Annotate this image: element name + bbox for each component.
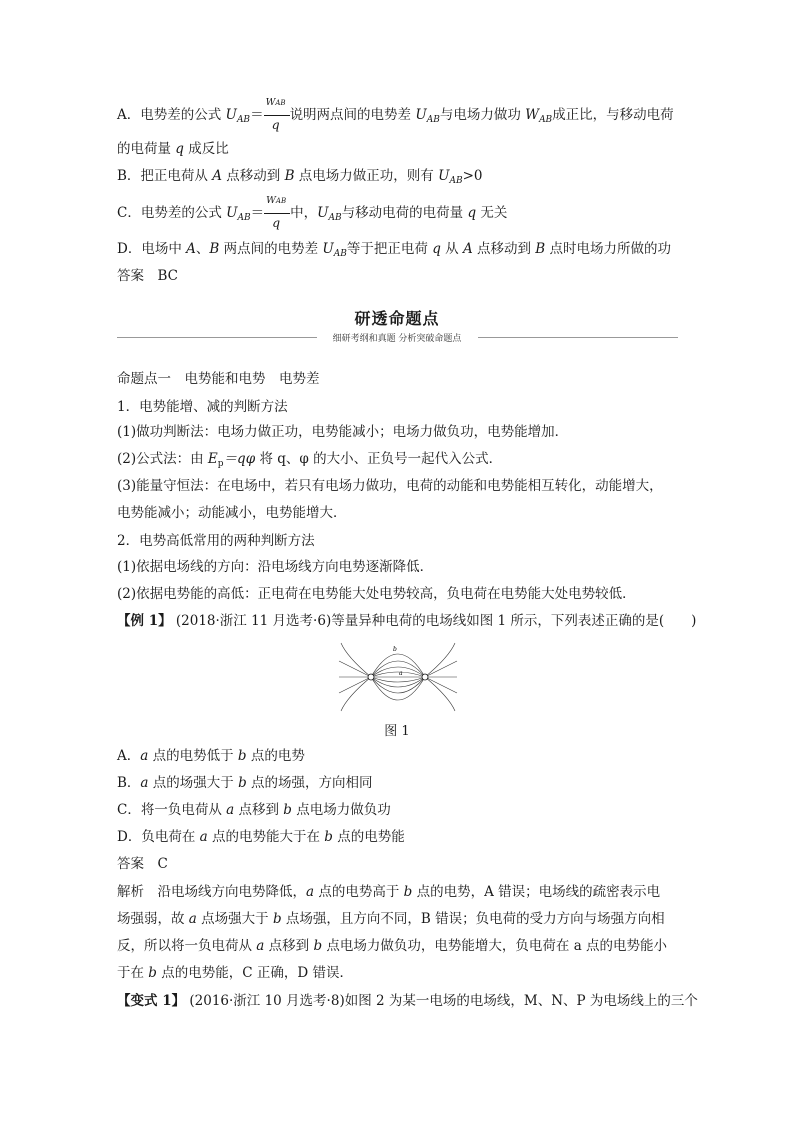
subscript: AB (328, 213, 342, 223)
symbol-q: q (467, 205, 477, 221)
symbol-q: q (175, 141, 184, 157)
heading-2: 2．电势高低常用的两种判断方法 (117, 533, 315, 549)
text: A． (117, 748, 141, 764)
analysis-line2 (117, 910, 665, 928)
point-b: B (284, 168, 295, 184)
paragraph-2 (117, 450, 502, 470)
text: 成反比 (183, 141, 229, 157)
symbol-u: U (322, 241, 334, 257)
point: a (140, 748, 149, 764)
point: b (324, 829, 333, 845)
text: 从 (440, 241, 463, 257)
text: 点场强，且方向不同，B 错误；负电荷的受力方向与场强方向相 (281, 911, 665, 927)
field-lines-figure (337, 637, 459, 717)
variant-1 (117, 992, 698, 1010)
symbol-u: U (226, 205, 238, 221)
text: 点的电势低于 (148, 748, 238, 764)
option-a-line2 (117, 140, 229, 158)
text: 将 q、φ 的大小、正负号一起代入公式． (255, 451, 503, 467)
formula: ＝qφ (223, 451, 256, 467)
text: 点移到 (264, 938, 314, 954)
text: B．把正电荷从 (117, 168, 213, 184)
text: 等于把正电荷 (346, 241, 433, 257)
text: B． (117, 775, 141, 791)
question-option-c (117, 801, 391, 819)
point: a (226, 802, 235, 818)
text: 点的场强大于 (148, 775, 239, 791)
text: 说明两点间的电势差 (289, 107, 416, 123)
paragraph-3b: 电势能减小；动能减小，电势能增大． (117, 505, 347, 521)
text: 点的电势能大于在 (207, 829, 325, 845)
text: 反，所以将一负电荷从 (117, 938, 257, 954)
symbol-q: q (432, 241, 441, 257)
section-subtitle-text: 细研考纲和真题 分析突破命题点 (327, 334, 468, 344)
example-1 (117, 612, 696, 630)
point: a (199, 829, 208, 845)
point: b (148, 965, 157, 981)
text: 两点间的电势差 (219, 241, 323, 257)
text: C．将一负电荷从 (117, 802, 227, 818)
subscript: AB (236, 115, 251, 125)
numerator-sub: AB (275, 99, 286, 107)
analysis-line4 (117, 964, 353, 982)
example-tag: 【例 1】 (117, 613, 172, 629)
symbol-u: U (225, 107, 237, 123)
field-lines (339, 643, 457, 711)
point-a: A (186, 241, 196, 257)
answer-1: 答案 BC (117, 268, 179, 284)
fraction-w-over-q (264, 97, 290, 132)
text: C．电势差的公式 (117, 205, 227, 221)
text: >0 (462, 168, 483, 184)
option-b (117, 167, 483, 187)
point-b: B (209, 241, 220, 257)
subscript: AB (426, 115, 440, 125)
numerator: W (265, 97, 276, 108)
label-a: a (399, 670, 403, 677)
point-b: B (535, 241, 546, 257)
variant-tag: 【变式 1】 (117, 993, 186, 1009)
denominator: q (272, 215, 281, 230)
point: b (403, 884, 413, 900)
paragraph-3a: (3)能量守恒法：在电场中，若只有电场力做功，电荷的动能和电势能相互转化，动能增大， (117, 478, 663, 494)
equals: ＝ (250, 205, 265, 221)
positive-charge (368, 674, 374, 680)
paragraph-1: (1)做功判断法：电场力做正功，电势能减小；电场力做负功，电势能增加． (117, 424, 569, 440)
text: 点电场力做负功 (291, 802, 391, 818)
point-a: A (212, 168, 222, 184)
text: D．电场中 (117, 241, 187, 257)
example-text: (2018·浙江 11 月选考·6)等量异种电荷的电场线如图 1 所示，下列表述正确的是( ) (171, 613, 697, 629)
option-d (117, 240, 671, 260)
point: b (272, 911, 282, 927)
text: D．负电荷在 (117, 829, 200, 845)
section-subtitle (0, 331, 794, 344)
heading-1: 1．电势能增、减的判断方法 (117, 399, 288, 415)
subscript: p (217, 459, 224, 469)
text: 点的电势，A 错误；电场线的疏密表示电 (412, 884, 661, 900)
text: 点的场强，方向相同 (246, 775, 373, 791)
point: a (256, 938, 265, 954)
text: 场强弱，故 (117, 911, 189, 927)
analysis-line3 (117, 937, 667, 955)
fraction-w-over-q (264, 195, 290, 230)
text: 与移动电荷的电荷量 (341, 205, 468, 221)
text: 点的电势能，C 正确，D 错误． (156, 965, 353, 981)
subscript: AB (237, 213, 251, 223)
section-title: 研透命题点 (354, 309, 440, 328)
text: 点电场力做负功，电势能增大，负电荷在 a 点的电势能小 (322, 938, 668, 954)
point: b (313, 938, 323, 954)
point: b (237, 748, 247, 764)
symbol-e: E (207, 451, 218, 467)
point: b (283, 802, 292, 818)
text: 的电荷量 (117, 141, 176, 157)
text: 点移动到 (221, 168, 285, 184)
subscript: AB (539, 115, 553, 125)
option-a-line1 (117, 97, 674, 132)
topic-heading: 命题点一 电势能和电势 电势差 (117, 371, 320, 387)
symbol-w: W (525, 107, 540, 123)
symbol-u: U (317, 205, 329, 221)
numerator-sub: AB (275, 197, 287, 205)
option-c (117, 195, 508, 230)
analysis-line1 (117, 883, 660, 901)
question-option-b (117, 774, 373, 792)
figure-caption: 图 1 (384, 724, 410, 739)
equals: ＝ (250, 107, 264, 123)
point: a (140, 775, 149, 791)
text: 点的电势 (246, 748, 305, 764)
text: 解析 沿电场线方向电势降低， (117, 884, 306, 900)
symbol-u: U (438, 168, 450, 184)
denominator: q (271, 117, 280, 132)
text: 无关 (476, 205, 508, 221)
text: A．电势差的公式 (117, 107, 226, 123)
text: (2)公式法：由 (117, 451, 208, 467)
text: 点移到 (234, 802, 284, 818)
numerator: W (266, 195, 276, 206)
subscript: AB (333, 249, 347, 259)
symbol-u: U (415, 107, 427, 123)
paragraph-4: (1)依据电场线的方向：沿电场线方向电势逐渐降低． (117, 559, 434, 575)
text: 中， (290, 205, 318, 221)
text: 点的电势能 (332, 829, 405, 845)
subscript: AB (449, 176, 463, 186)
text: 成正比，与移动电荷 (552, 107, 674, 123)
label-b: b (393, 646, 397, 653)
variant-text: (2016·浙江 10 月选考·8)如图 2 为某一电场的电场线，M、N、P 为电场线上的三个 (185, 993, 698, 1009)
point: a (188, 911, 197, 927)
text: 点电场力做正功，则有 (294, 168, 439, 184)
point: b (238, 775, 247, 791)
question-option-a (117, 747, 305, 765)
text: 点的电势高于 (314, 884, 404, 900)
text: 于在 (117, 965, 149, 981)
paragraph-5: (2)依据电势能的高低：正电荷在电势能大处电势较高，负电荷在电势能大处电势较低． (117, 586, 636, 602)
text: 点时电场力所做的功 (545, 241, 672, 257)
question-option-d (117, 828, 405, 846)
answer-2: 答案 C (117, 856, 168, 872)
text: 与电场力做功 (439, 107, 526, 123)
text: 点移动到 (472, 241, 536, 257)
text: 、 (195, 241, 210, 257)
negative-charge (422, 674, 428, 680)
point-a: A (462, 241, 473, 257)
text: 点场强大于 (196, 911, 273, 927)
point: a (306, 884, 315, 900)
